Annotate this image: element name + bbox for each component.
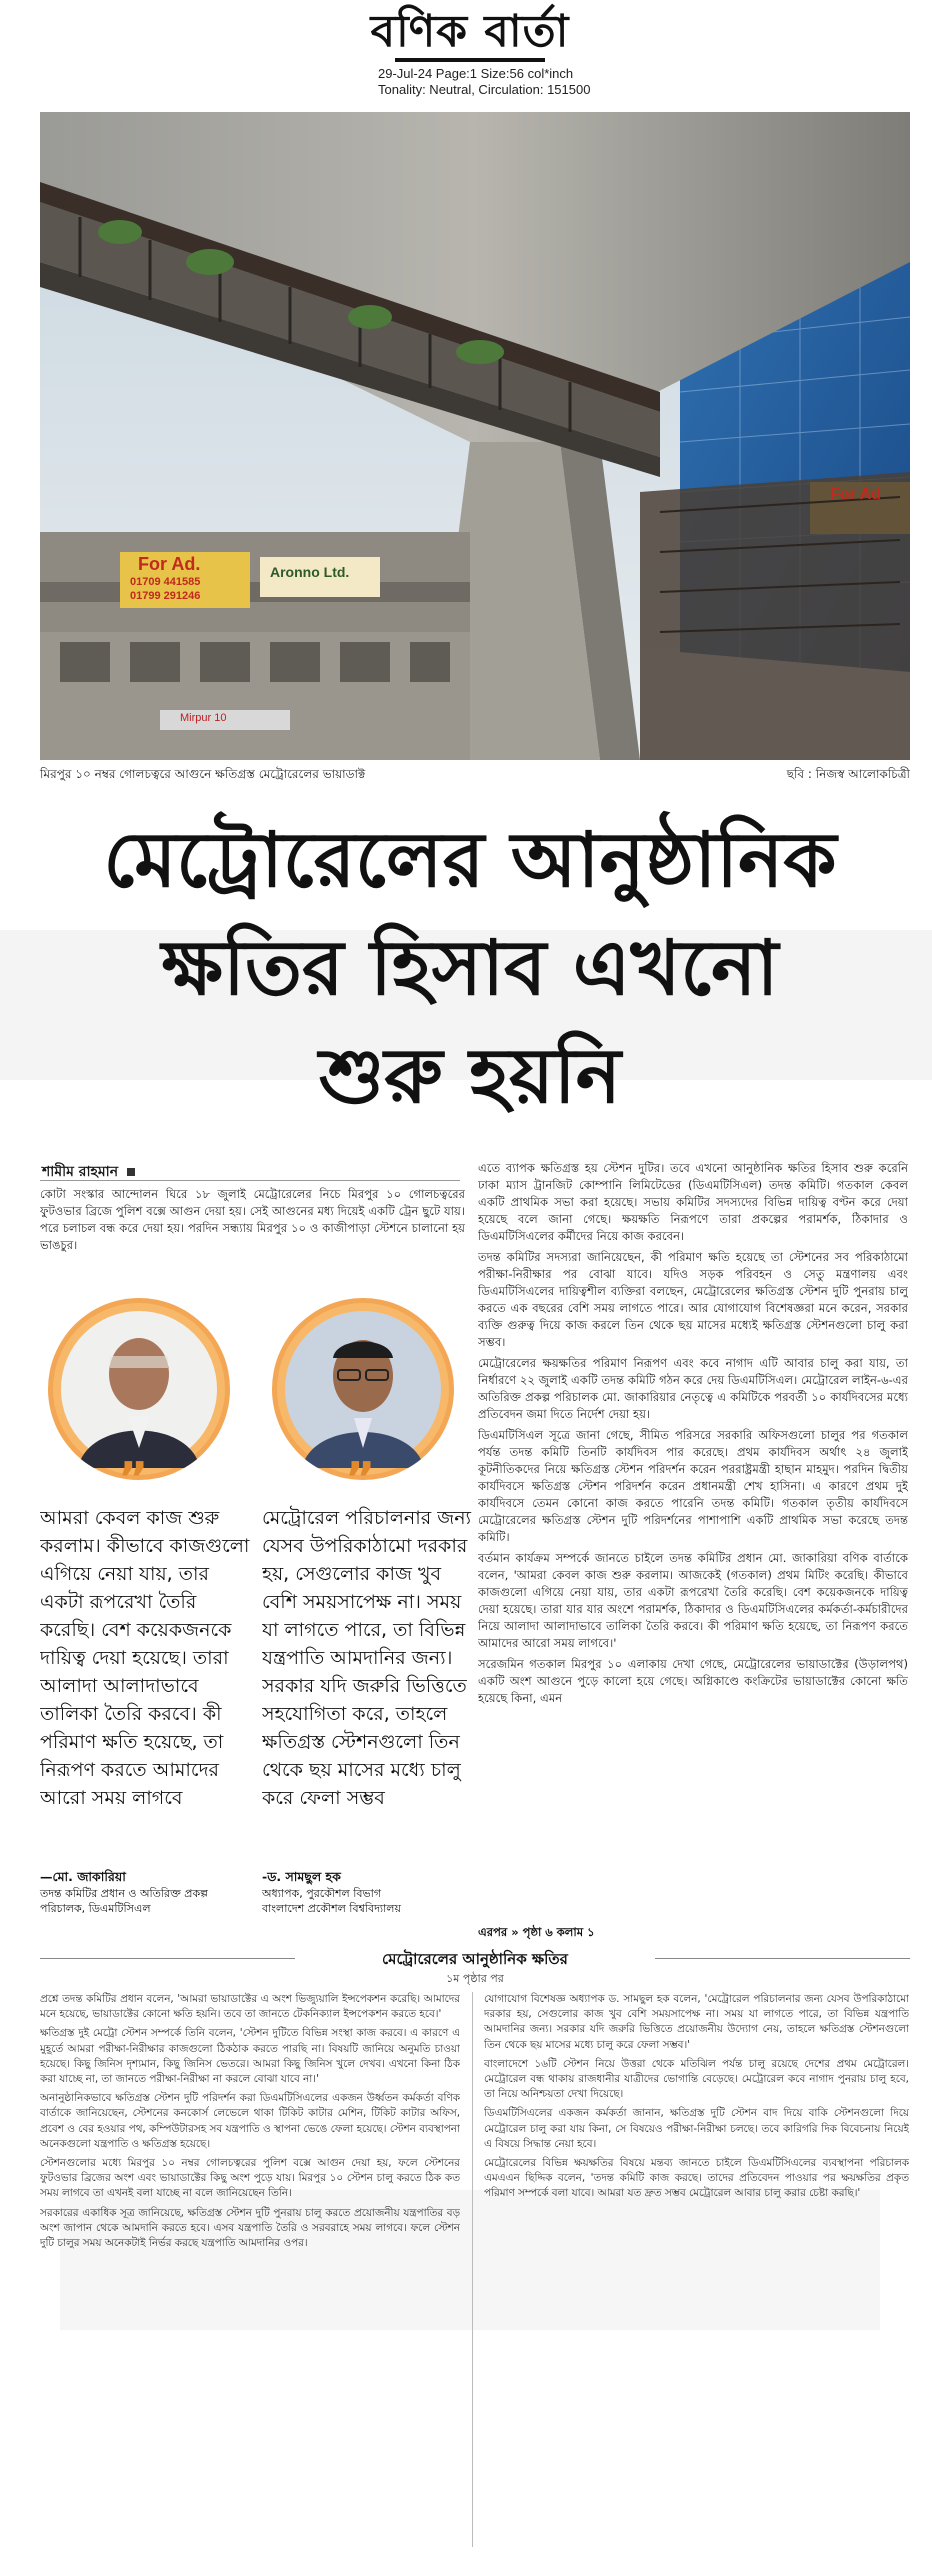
- continuation-right-column: [484, 1992, 909, 2547]
- intro-paragraph: কোটা সংস্কার আন্দোলন ঘিরে ১৮ জুলাই মেট্রোরেলের নিচে মিরপুর ১০ গোলচত্বরের ফুটওভার ব্রিজে পুলিশ বক্সে আগুন দেয়া হয়। সেই আগুনের মধ্য দিয়েই একটি ট্রেন ছুটে যায়। পরে চলাচল বন্ধ করে দেয়া হয়। পরদিন সন্ধ্যায় মিরপুর ১০ ও কাজীপাড়া স্টেশনে চালানো হয় ভাঙচুর।: [40, 1187, 465, 1252]
- article-paragraph: মেট্রোরেলের ক্ষয়ক্ষতির পরিমাণ নিরূপণ এবং কবে নাগাদ এটি আবার চালু করা যায়, তা নির্ধারণে ২২ জুলাই একটি তদন্ত কমিটি গঠন করে দেয় ডিএমটিসিএল। মেট্রোরেল লাইন-৬-এর অতিরিক্ত প্রকল্প পরিচালক মো. জাকারিয়ার নেতৃত্বে এ কমিটিকে পরবর্তী ১০ কার্যদিবসের মধ্যে প্রতিবেদন জমা দিতে নির্দেশ দেয়া হয়।: [478, 1356, 908, 1421]
- continuation-header: [40, 1948, 910, 1988]
- continuation-paragraph: ডিএমটিসিএলের একজন কর্মকর্তা জানান, ক্ষতিগ্রস্ত দুটি স্টেশন বাদ দিয়ে বাকি স্টেশনগুলো দিয়ে মেট্রোরেল চালু করা যায় কিনা, সে বিষয়েও পরীক্ষা-নিরীক্ষা চলছে। তবে কারিগরি দিক বিবেচনায় নিয়েই এ বিষয়ে সিদ্ধান্ত নেয়া হবে।: [484, 2107, 909, 2150]
- metro-fire-photo: [40, 112, 910, 760]
- continuation-paragraph: বাংলাদেশে ১৬টি স্টেশন নিয়ে উত্তরা থেকে মতিঝিল পর্যন্ত চালু রয়েছে দেশের প্রথম মেট্রোরেল। মেট্রোরেল বন্ধ থাকায় রাজধানীর যাত্রীদের ভোগান্তি বেড়েছে। মেট্রোরেল কবে নাগাদ পুনরায় চালু হবে, তা নিয়ে অনিশ্চয়তা দেখা দিয়েছে।: [484, 2057, 909, 2101]
- sign-aronno: Aronno Ltd.: [270, 564, 350, 580]
- masthead: [0, 0, 932, 110]
- quote-zakaria-text: আমরা কেবল কাজ শুরু করলাম। কীভাবে কাজগুলো এগিয়ে নেয়া যায়, তার একটা রূপরেখা তৈরি করেছি। বেশ কয়েকজনকে দায়িত্ব দেয়া হয়েছে। তারা আলাদা আলাদাভাবে তালিকা তৈরি করবে। কী পরিমাণ ক্ষতি হয়েছে, তা নিরূপণ করতে আমাদের আরো সময় লাগবে: [40, 1507, 250, 1809]
- sign-phone-2: 01799 291246: [130, 590, 201, 602]
- continued-reference: এরপর » পৃষ্ঠা ৬ কলাম ১: [478, 1925, 595, 1939]
- date-line: 29-Jul-24 Page:1 Size:56 col*inch: [378, 66, 574, 81]
- continuation-paragraph: প্রশ্নে তদন্ত কমিটির প্রধান বলেন, 'আমরা ভায়াডাক্টের এ অংশ ভিজ্যুয়ালি ইন্সপেকশন করেছি। আমাদের মনে হয়েছে, ভায়াডাক্টের কোনো ক্ষতি হয়নি। তবে তা জানতে টেকনিক্যাল ইন্সপেকশন করতে হবে।': [40, 1993, 460, 2021]
- headline-line-2: ক্ষতির হিসাব এখনো: [161, 923, 779, 1012]
- continuation-subtitle: ১ম পৃষ্ঠার পর: [446, 1972, 504, 1985]
- tonality-line: Tonality: Neutral, Circulation: 151500: [378, 82, 591, 97]
- headline-line-3: শুরু হয়নি: [319, 1031, 621, 1120]
- article-paragraph: তদন্ত কমিটির সদস্যরা জানিয়েছেন, কী পরিমাণ ক্ষতি হয়েছে তা স্টেশনের সব পরিকাঠামো পরীক্ষা-নিরীক্ষার পর বোঝা যাবে। যদিও সড়ক পরিবহন ও সেতু মন্ত্রণালয় এবং ডিএমটিসিএলের দায়িত্বশীল ব্যক্তিরা বলছেন, মেট্রোরেলের ক্ষতিগ্রস্ত স্টেশন দুটি পুনরায় চালু করতে এক বছরের বেশি সময় লাগতে পারে। আর যোগাযোগ বিশেষজ্ঞরা মনে করেন, সরকার ব্যক্তি গুরুত্ব দিয়ে কাজ করলে তিন থেকে ছয় মাসের মধ্যেই ক্ষতিগ্রস্ত স্টেশনগুলো চালু করা সম্ভব।: [478, 1250, 908, 1349]
- column-divider: [472, 1992, 473, 2547]
- article-right-column: [478, 1160, 908, 1918]
- byline-marker-icon: [127, 1168, 135, 1176]
- sign-phone-1: 01709 441585: [130, 576, 201, 588]
- quote-samsul-role-1: অধ্যাপক, পুরকৌশল বিভাগ: [262, 1887, 382, 1900]
- headline: [30, 810, 910, 1130]
- continuation-paragraph: স্টেশনগুলোর মধ্যে মিরপুর ১০ নম্বর গোলচত্বরের পুলিশ বক্সে আগুন দেয়া হয়, ফলে স্টেশনের ফুটওভার ব্রিজের অংশ এবং ভায়াডাক্টের কিছু অংশ পুড়ে যায়। মিরপুর ১০ স্টেশন চালু করতে ঠিক কত সময় লাগবে তা এখনই বলা যাচ্ছে না বলে জানিয়েছেন তিনি।: [40, 2157, 460, 2200]
- article-paragraph: এতে ব্যাপক ক্ষতিগ্রস্ত হয় স্টেশন দুটির। তবে এখনো আনুষ্ঠানিক ক্ষতির হিসাব শুরু করেনি ঢাকা ম্যাস ট্রানজিট কোম্পানি লিমিটেডের (ডিএমটিসিএল) তদন্ত কমিটি। গতকাল কেবল একটি প্রাথমিক সভা করা হয়েছে। সভায় কমিটির সদস্যদের বিভিন্ন দায়িত্ব বণ্টন করে দেয়া হয়েছে বলে জানা গেছে। ক্ষয়ক্ষতি নিরূপণে তারা প্রকল্পের পরামর্শক, ঠিকাদার ও ডিএমটিসিএলের কর্মীদের নিয়ে কাজ করবেন।: [478, 1161, 908, 1243]
- quote-samsul-text: মেট্রোরেল পরিচালনার জন্য যেসব উপরিকাঠামো দরকার হয়, সেগুলোর কাজ খুব বেশি সময়সাপেক্ষ না। সময় যা লাগতে পারে, তা বিভিন্ন যন্ত্রপাতি আমদানির জন্য। সরকার যদি জরুরি ভিত্তিতে সহযোগিতা করে, তাহলে ক্ষতিগ্রস্ত স্টেশনগুলো তিন থেকে ছয় মাসের মধ্যে চালু করে ফেলা সম্ভব: [262, 1507, 472, 1809]
- quote-mark-icon: ”: [345, 1452, 376, 1506]
- article-paragraph: সরেজমিন গতকাল মিরপুর ১০ এলাকায় দেখা গেছে, মেট্রোরেলের ভায়াডাক্টের (উড়ালপথ) একটি অংশ আগুনে পুড়ে কালো হয়ে গেছে। অগ্নিকাণ্ডে কংক্রিটের ভায়াডাক্টের কোনো ক্ষতি হয়েছে কিনা, এমন: [478, 1657, 908, 1705]
- continuation-paragraph: ক্ষতিগ্রস্ত দুই মেট্রো স্টেশন সম্পর্কে তিনি বলেন, 'স্টেশন দুটিতে বিভিন্ন সংস্থা কাজ করবে। এ কারণে এ মুহূর্তে আমরা পরীক্ষা-নিরীক্ষার কাজগুলো ঠিকঠাক করতে পারছি না। বিষয়টি জানিয়ে অনুমতি চাওয়া হয়েছে। কিছু জিনিস দৃশ্যমান, কিছু জিনিস ভেতরে। আমরা কিছু জিনিস খুলে দেখব। এখনো কিনা ঠিক করা যাচ্ছে না, তা জানতে পরীক্ষা-নিরীক্ষা না করলে বোঝা যাবে না।': [40, 2027, 460, 2086]
- article-paragraph: বর্তমান কার্যক্রম সম্পর্কে জানতে চাইলে তদন্ত কমিটির প্রধান মো. জাকারিয়া বণিক বার্তাকে বলেন, 'আমরা কেবল কাজ শুরু করলাম। আজকেই (গতকাল) প্রথম মিটিং করেছি। কীভাবে কাজগুলো এগিয়ে নেয়া যায়, তার একটা রূপরেখা তৈরি করেছি। বেশ কয়েকজনকে দায়িত্ব দেয়া হয়েছে। তারা যার যার অংশে পরামর্শক, ঠিকাদার ও ডিএমটিসিএলের কর্মকর্তা-কর্মচারীদের নিয়ে আলাদা আলাদাভাবে তালিকা তৈরি করবে। কী পরিমাণ ক্ষতি হয়েছে, তা নিরূপণ করতে আমাদের আরো সময় লাগবে।': [478, 1551, 908, 1650]
- headline-line-1: মেট্রোরেলের আনুষ্ঠানিক: [103, 815, 837, 904]
- quote-mark-icon: ”: [118, 1452, 149, 1506]
- sign-for-ad: For Ad.: [138, 554, 201, 574]
- continuation-paragraph: মেট্রোরেলের বিভিন্ন ক্ষয়ক্ষতির বিষয়ে মন্তব্য জানতে চাইলে ডিএমটিসিএলের ব্যবস্থাপনা পরিচালক এমএএন ছিদ্দিক বলেন, 'তদন্ত কমিটি কাজ করছে। তাদের প্রতিবেদন পাওয়ার পর ক্ষয়ক্ষতির প্রকৃত পরিমাণ সম্পর্কে বলা যাবে। আমরা যত দ্রুত সম্ভব মেট্রোরেল আবার চালু করার চেষ্টা করছি।': [484, 2157, 909, 2200]
- quote-zakaria-name: —মো. জাকারিয়া: [40, 1869, 126, 1884]
- byline-divider: [40, 1180, 460, 1181]
- photo-credit: ছবি : নিজস্ব আলোকচিত্রী: [786, 767, 910, 781]
- logo-underline: [395, 58, 545, 62]
- article-paragraph: ডিএমটিসিএল সূত্রে জানা গেছে, সীমিত পরিসরে সরকারি অফিসগুলো চালুর পর গতকাল পর্যন্ত তদন্ত কমিটি তিনটি কার্যদিবস পার করেছে। প্রথম কার্যদিবস অর্থাৎ ২৪ জুলাই কূটনীতিকদের নিয়ে ক্ষতিগ্রস্ত স্টেশন পরিদর্শন করেন পররাষ্ট্রমন্ত্রী হাছান মাহমুদ। পরদিন দ্বিতীয় কার্যদিবসে ক্ষতিগ্রস্ত স্টেশন পরিদর্শন করেন প্রধানমন্ত্রী শেখ হাসিনা। এ কারণে প্রথম দুই কার্যদিবসে তেমন কোনো কাজ করতে পারেনি তদন্ত কমিটি। গতকাল তৃতীয় কার্যদিবসে মেট্রোরেলের ক্ষতিগ্রস্ত স্টেশন দুটি পরিদর্শনের পাশাপাশি একটি প্রাথমিক সভা করেছে তদন্ত কমিটি।: [478, 1428, 908, 1544]
- continuation-paragraph: অনানুষ্ঠানিকভাবে ক্ষতিগ্রস্ত স্টেশন দুটি পরিদর্শন করা ডিএমটিসিএলের একজন উর্ধ্বতন কর্মকর্তা বণিক বার্তাকে জানিয়েছেন, স্টেশনের কনকোর্স লেভেলে থাকা টিকিট কাটার মেশিন, টিকিট কাটার অফিস, প্রবেশ ও বের হওয়ার পথ, কম্পিউটারসহ সব যন্ত্রপাতি ও স্থাপনা ভেঙে ফেলা হয়েছে। স্টেশন ব্যবস্থাপনা অনেকগুলো যন্ত্রপাতি ও ক্ষতিগ্রস্ত হয়েছে।: [40, 2092, 460, 2150]
- continuation-title: মেট্রোরেলের আনুষ্ঠানিক ক্ষতির: [295, 1948, 655, 1970]
- continuation-left-column: [40, 1992, 460, 2547]
- quote-zakaria-role: তদন্ত কমিটির প্রধান ও অতিরিক্ত প্রকল্প পরিচালক, ডিএমটিসিএল: [40, 1887, 209, 1915]
- photo-illustration: [40, 112, 910, 760]
- continuation-paragraph: যোগাযোগ বিশেষজ্ঞ অধ্যাপক ড. সামছুল হক বলেন, 'মেট্রোরেল পরিচালনার জন্য যেসব উপরিকাঠামো দরকার হয়, সেগুলোর কাজ খুব বেশি সময়সাপেক্ষ না। সময় যা লাগতে পারে, তা বিভিন্ন যন্ত্রপাতি আমদানির জন্য। সরকার যদি জরুরি ভিত্তিতে প্রয়োজনীয় উদ্যোগ নেয়, তাহলে ক্ষতিগ্রস্ত স্টেশনগুলো তিন থেকে ছয় মাসের মধ্যে চালু করে ফেলা সম্ভব।': [484, 1993, 909, 2051]
- photo-caption-row: [40, 766, 910, 788]
- quote-samsul-role-2: বাংলাদেশ প্রকৌশল বিশ্ববিদ্যালয়: [262, 1902, 401, 1915]
- byline-name: শামীম রাহমান: [42, 1164, 119, 1180]
- sign-mirpur: Mirpur 10: [180, 712, 227, 724]
- newspaper-logo: বণিক বার্তা: [370, 6, 570, 57]
- continuation-paragraph: সরকারের একাধিক সূত্র জানিয়েছে, ক্ষতিগ্রস্ত স্টেশন দুটি পুনরায় চালু করতে প্রয়োজনীয় যন্ত্রপাতির বড় অংশ জাপান থেকে আমদানি করতে হবে। এসব যন্ত্রপাতি তৈরি ও সরবরাহে সময় লাগবে। ফলে স্টেশন দুটি চালুর সময় অনেকটাই নির্ভর করছে যন্ত্রপাতি আমদানির ওপর।: [40, 2206, 460, 2250]
- sign-for-ad-right: For Ad: [830, 486, 881, 503]
- photo-caption: মিরপুর ১০ নম্বর গোলচত্বরে আগুনে ক্ষতিগ্রস্ত মেট্রোরেলের ভায়াডাক্ট: [40, 767, 366, 781]
- quote-samsul-name: -ড. সামছুল হক: [262, 1869, 341, 1884]
